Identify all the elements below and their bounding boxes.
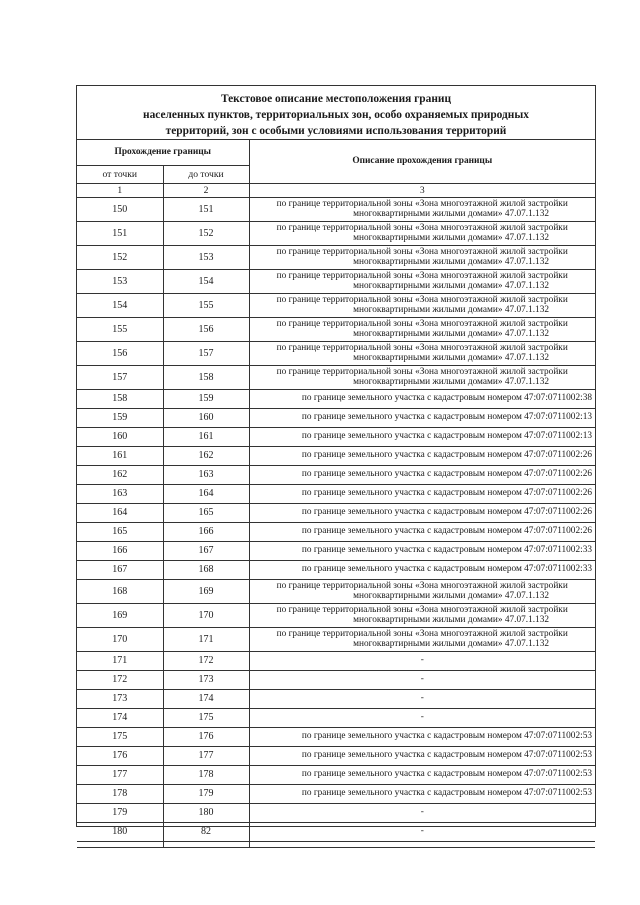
table-row (77, 522, 595, 541)
description-cell: по границе земельного участка с кадастровым номером 47:07:0711002:26 (249, 484, 595, 503)
description-cell: по границе земельного участка с кадастровым номером 47:07:0711002:38 (249, 389, 595, 408)
from-point-cell: 176 (77, 746, 163, 765)
from-point-cell: 174 (77, 708, 163, 727)
to-point-cell: 166 (163, 522, 249, 541)
table-row (77, 765, 595, 784)
table-row (77, 197, 595, 221)
document-title (77, 86, 595, 140)
header-to: до точки (163, 165, 249, 183)
to-point-cell: 154 (163, 269, 249, 293)
description-line: многоквартирными жилыми домами» 47.07.1.132 (353, 233, 549, 243)
table-row (77, 446, 595, 465)
description-line: по границе территориальной зоны «Зона многоэтажной жилой застройки (276, 246, 568, 257)
from-point-cell: 154 (77, 293, 163, 317)
header-passage: Прохождение границы (77, 140, 249, 165)
from-point-cell: 173 (77, 689, 163, 708)
to-point-cell: 152 (163, 221, 249, 245)
to-point-cell: 172 (163, 651, 249, 670)
to-point-cell: 175 (163, 708, 249, 727)
description-cell (249, 269, 595, 293)
to-point-cell: 155 (163, 293, 249, 317)
to-point-cell: 156 (163, 317, 249, 341)
from-point-cell: 172 (77, 670, 163, 689)
to-point-cell: 177 (163, 746, 249, 765)
to-point-cell: 163 (163, 465, 249, 484)
description-line: по границе территориальной зоны «Зона многоэтажной жилой застройки (276, 604, 568, 615)
description-cell: по границе земельного участка с кадастровым номером 47:07:0711002:26 (249, 446, 595, 465)
header-col-number: 2 (163, 183, 249, 197)
from-point-cell: 153 (77, 269, 163, 293)
header-col-number: 3 (249, 183, 595, 197)
table-row (77, 484, 595, 503)
description-cell: - (249, 670, 595, 689)
description-line: многоквартирными жилыми домами» 47.07.1.132 (353, 257, 549, 267)
to-point-cell: 173 (163, 670, 249, 689)
to-point-cell: 174 (163, 689, 249, 708)
table-row (77, 579, 595, 603)
description-line: многоквартирными жилыми домами» 47.07.1.132 (353, 639, 549, 649)
table-row (77, 541, 595, 560)
from-point-cell: 170 (77, 627, 163, 651)
description-cell: - (249, 689, 595, 708)
from-point-cell: 165 (77, 522, 163, 541)
description-cell: по границе земельного участка с кадастровым номером 47:07:0711002:53 (249, 765, 595, 784)
from-point-cell: 163 (77, 484, 163, 503)
from-point-cell: 166 (77, 541, 163, 560)
description-line: по границе территориальной зоны «Зона многоэтажной жилой застройки (276, 198, 568, 209)
from-point-cell: 152 (77, 245, 163, 269)
from-point-cell: 179 (77, 803, 163, 822)
description-line: по границе территориальной зоны «Зона многоэтажной жилой застройки (276, 342, 568, 353)
to-point-cell: 161 (163, 427, 249, 446)
title-line: населенных пунктов, территориальных зон, особо охраняемых природных (143, 109, 529, 121)
description-line: по границе территориальной зоны «Зона многоэтажной жилой застройки (276, 222, 568, 233)
description-line: многоквартирными жилыми домами» 47.07.1.132 (353, 209, 549, 219)
table-row (77, 651, 595, 670)
table-row (77, 689, 595, 708)
to-point-cell: 170 (163, 603, 249, 627)
description-cell (249, 627, 595, 651)
from-point-cell: 177 (77, 765, 163, 784)
to-point-cell: 162 (163, 446, 249, 465)
description-line: многоквартирными жилыми домами» 47.07.1.132 (353, 377, 549, 387)
description-cell (249, 603, 595, 627)
table-row (77, 341, 595, 365)
table-row (77, 503, 595, 522)
to-point-cell: 160 (163, 408, 249, 427)
from-point-cell: 162 (77, 465, 163, 484)
description-cell: - (249, 708, 595, 727)
table-body (77, 197, 595, 847)
title-line: территорий, зон с особыми условиями использования территорий (165, 125, 507, 137)
description-cell: по границе земельного участка с кадастровым номером 47:07:0711002:26 (249, 503, 595, 522)
from-point-cell: 150 (77, 197, 163, 221)
table-row (77, 408, 595, 427)
from-point-cell: 161 (77, 446, 163, 465)
to-point-cell: 169 (163, 579, 249, 603)
description-cell: - (249, 651, 595, 670)
description-cell: - (249, 822, 595, 841)
table-row (77, 746, 595, 765)
table-row (77, 627, 595, 651)
to-point-cell: 164 (163, 484, 249, 503)
table-row (77, 245, 595, 269)
boundary-table (77, 140, 595, 848)
description-line: многоквартирными жилыми домами» 47.07.1.132 (353, 353, 549, 363)
header-col-number: 1 (77, 183, 163, 197)
from-point-cell: 178 (77, 784, 163, 803)
to-point-cell: 171 (163, 627, 249, 651)
to-point-cell: 180 (163, 803, 249, 822)
description-cell (249, 341, 595, 365)
description-cell (249, 197, 595, 221)
from-point-cell: 164 (77, 503, 163, 522)
description-line: по границе территориальной зоны «Зона многоэтажной жилой застройки (276, 366, 568, 377)
to-point-cell: 168 (163, 560, 249, 579)
description-cell: по границе земельного участка с кадастровым номером 47:07:0711002:53 (249, 784, 595, 803)
from-point-cell: 168 (77, 579, 163, 603)
description-cell: по границе земельного участка с кадастровым номером 47:07:0711002:13 (249, 427, 595, 446)
table-row (77, 803, 595, 822)
description-cell (249, 221, 595, 245)
to-point-cell: 159 (163, 389, 249, 408)
table-row (77, 427, 595, 446)
description-line: по границе территориальной зоны «Зона многоэтажной жилой застройки (276, 318, 568, 329)
from-point-cell: 159 (77, 408, 163, 427)
table-row (77, 708, 595, 727)
from-point-cell: 158 (77, 389, 163, 408)
description-line: многоквартирными жилыми домами» 47.07.1.132 (353, 281, 549, 291)
description-line: по границе территориальной зоны «Зона многоэтажной жилой застройки (276, 580, 568, 591)
to-point-cell: 167 (163, 541, 249, 560)
from-point-cell: 180 (77, 822, 163, 841)
description-line: многоквартирными жилыми домами» 47.07.1.132 (353, 329, 549, 339)
description-line: многоквартирными жилыми домами» 47.07.1.132 (353, 591, 549, 601)
description-cell: по границе земельного участка с кадастровым номером 47:07:0711002:26 (249, 465, 595, 484)
description-cell: - (249, 803, 595, 822)
description-line: многоквартирными жилыми домами» 47.07.1.132 (353, 615, 549, 625)
description-cell: по границе земельного участка с кадастровым номером 47:07:0711002:26 (249, 522, 595, 541)
description-line: по границе территориальной зоны «Зона многоэтажной жилой застройки (276, 294, 568, 305)
table-row (77, 670, 595, 689)
from-point-cell: 155 (77, 317, 163, 341)
from-point-cell: 175 (77, 727, 163, 746)
to-point-cell: 157 (163, 341, 249, 365)
table-row (77, 221, 595, 245)
description-cell (249, 245, 595, 269)
table-row (77, 822, 595, 841)
title-line: Текстовое описание местоположения границ (220, 93, 452, 105)
from-point-cell: 167 (77, 560, 163, 579)
from-point-cell: 171 (77, 651, 163, 670)
table-row (77, 560, 595, 579)
description-cell: по границе земельного участка с кадастровым номером 47:07:0711002:33 (249, 560, 595, 579)
from-point-cell: 169 (77, 603, 163, 627)
to-point-cell: 82 (163, 822, 249, 841)
header-description: Описание прохождения границы (249, 140, 595, 183)
table-row (77, 317, 595, 341)
description-line: многоквартирными жилыми домами» 47.07.1.132 (353, 305, 549, 315)
to-point-cell: 153 (163, 245, 249, 269)
from-point-cell: 156 (77, 341, 163, 365)
header-from: от точки (77, 165, 163, 183)
table-row (77, 603, 595, 627)
to-point-cell: 165 (163, 503, 249, 522)
from-point-cell: 151 (77, 221, 163, 245)
description-cell (249, 317, 595, 341)
table-row (77, 784, 595, 803)
to-point-cell: 179 (163, 784, 249, 803)
table-row-empty (77, 841, 595, 847)
description-cell: по границе земельного участка с кадастровым номером 47:07:0711002:33 (249, 541, 595, 560)
description-cell (249, 579, 595, 603)
to-point-cell: 158 (163, 365, 249, 389)
table-row (77, 269, 595, 293)
document-sheet (76, 85, 596, 837)
table-row (77, 389, 595, 408)
description-cell: по границе земельного участка с кадастровым номером 47:07:0711002:53 (249, 746, 595, 765)
from-point-cell: 157 (77, 365, 163, 389)
description-cell (249, 293, 595, 317)
to-point-cell: 178 (163, 765, 249, 784)
description-cell: по границе земельного участка с кадастровым номером 47:07:0711002:53 (249, 727, 595, 746)
to-point-cell: 176 (163, 727, 249, 746)
description-line: по границе территориальной зоны «Зона многоэтажной жилой застройки (276, 270, 568, 281)
table-row (77, 465, 595, 484)
description-cell: по границе земельного участка с кадастровым номером 47:07:0711002:13 (249, 408, 595, 427)
table-row (77, 727, 595, 746)
from-point-cell: 160 (77, 427, 163, 446)
to-point-cell: 151 (163, 197, 249, 221)
description-cell (249, 365, 595, 389)
table-row (77, 365, 595, 389)
table-row (77, 293, 595, 317)
description-line: по границе территориальной зоны «Зона многоэтажной жилой застройки (276, 628, 568, 639)
